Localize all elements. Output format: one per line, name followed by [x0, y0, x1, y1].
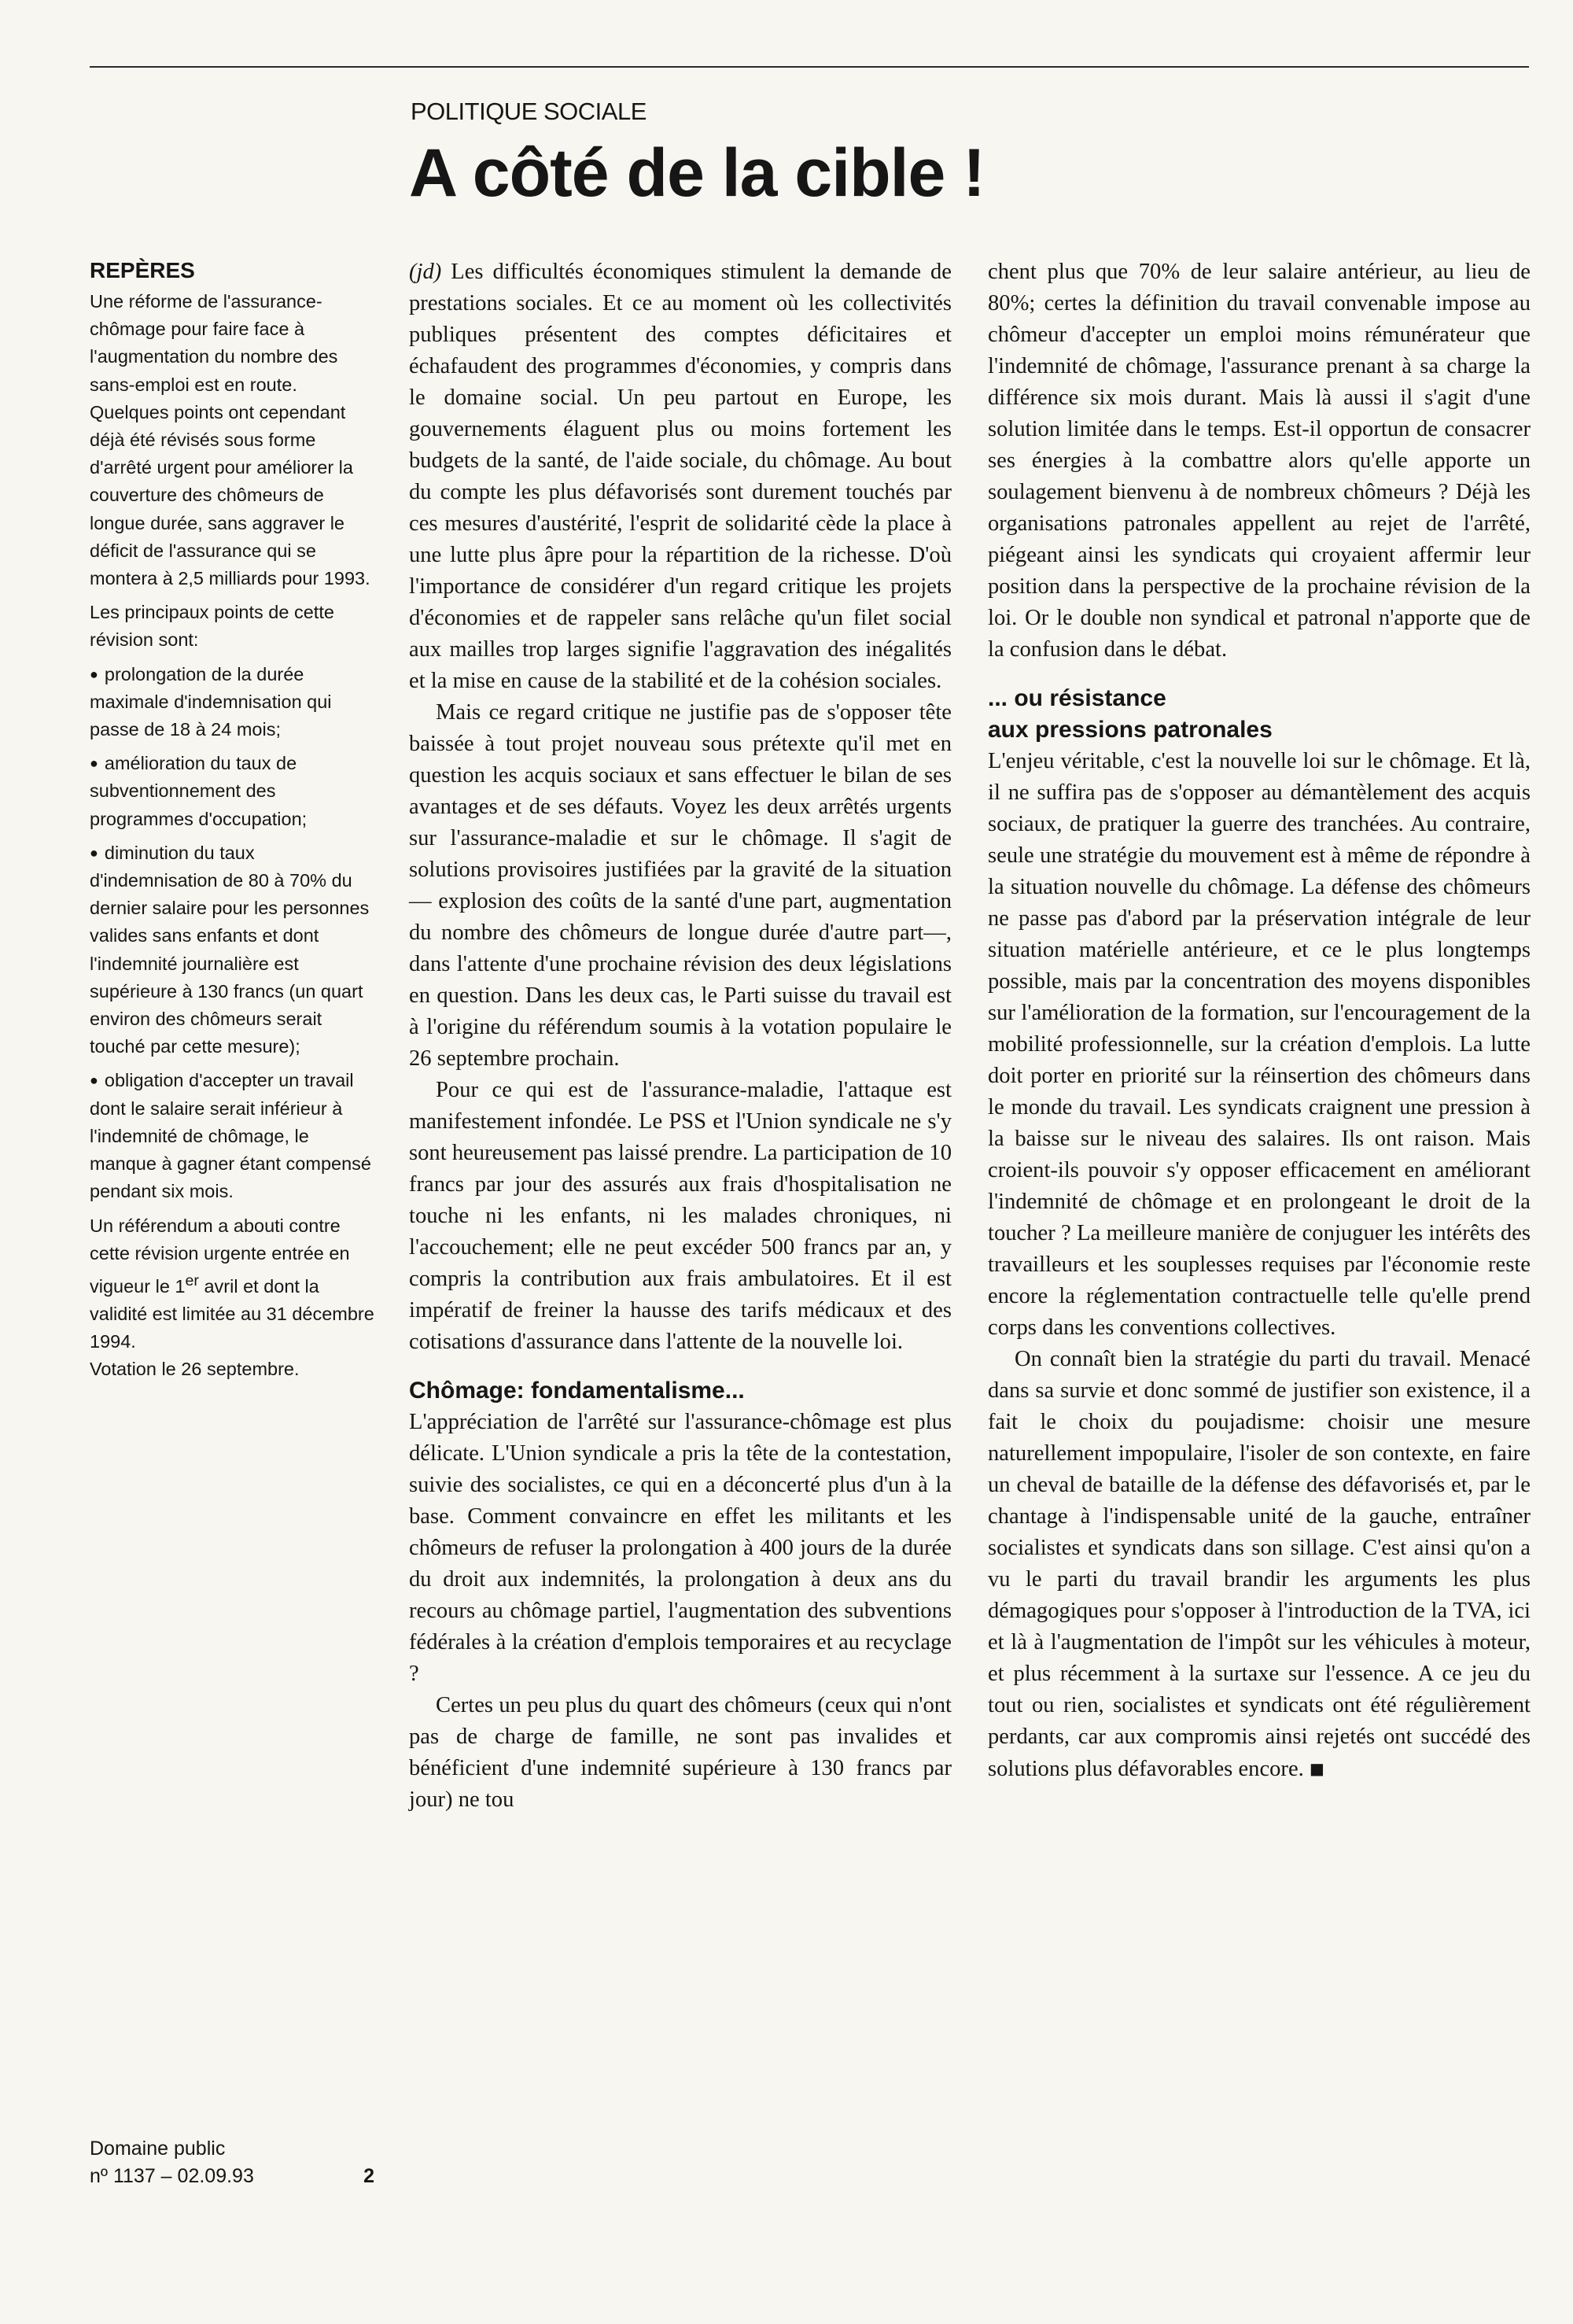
- referendum-text-b: avril et dont la validité est limitée au 31 décembre 1994.: [90, 1275, 374, 1352]
- paragraph-4: L'appréciation de l'arrêté sur l'assurance-chômage est plus délicate. L'Union syndicale a pris la tête de la contestation, suivie des socialistes, ce qui en a déconcerté plus d'un à la base. Comment convaincre en effet les militants et les chômeurs de refuser la prolongation à 400 jours de la durée du droit aux indemnités, la prolongation à deux ans du recours au chômage partiel, l'augmentation des subventions fédérales à la création d'emplois temporaires et au recyclage ?: [409, 1410, 952, 1686]
- page-number: 2: [363, 2165, 374, 2187]
- paragraph-7: [988, 1344, 1531, 1785]
- sidebar-heading: REPÈRES: [90, 258, 195, 282]
- top-rule: [90, 66, 1529, 68]
- list-item: ● amélioration du taux de subventionnement des programmes d'occupation;: [90, 750, 374, 833]
- list-item: ● prolongation de la durée maximale d'indemnisation qui passe de 18 à 24 mois;: [90, 661, 374, 744]
- sidebar-points-intro: Les principaux points de cette révision sont:: [90, 602, 334, 651]
- paragraph-1: [409, 256, 952, 697]
- section-kicker: POLITIQUE SOCIALE: [411, 98, 647, 125]
- subheading-chomage: Chômage: fondamentalisme...: [409, 1378, 745, 1404]
- paragraph-7-text: On connaît bien la stratégie du parti du travail. Menacé dans sa survie et donc sommé de justifier son existence, il a fait le choix du poujadisme: choisir une mesure naturellement impopulaire, l'isoler de son contexte, en faire un cheval de bataille de la défense des défavorisés et, par le chantage à l'indispensable unité de la gauche, entraîner socialistes et syndicats dans son sillage. C'est ainsi qu'on a vu le parti du travail brandir les arguments les plus démagogiques pour s'opposer à l'introduction de la TVA, ici et là à l'augmentation de l'impôt sur les véhicules à moteur, et plus récemment à la surtaxe sur l'essence. A ce jeu du tout ou rien, socialistes et syndicats ont été régulièrement perdants, car aux compromis ainsi rejetés ont succédé des solutions plus défavorables encore.: [988, 1347, 1531, 1781]
- paragraph-6: L'enjeu véritable, c'est la nouvelle loi sur le chômage. Et là, il ne suffira pas de s'opposer au démantèlement des acquis sociaux, de pratiquer la guerre des tranchées. Au contraire, seule une stratégie du mouvement est à même de répondre à la situation nouvelle du chômage. La défense des chômeurs ne passe pas d'abord par la préservation intégrale de leur situation matérielle antérieure, et ce le plus longtemps possible, mais par la concentration des moyens disponibles sur l'amélioration de la formation, sur l'encouragement de la mobilité professionnelle, sur la création d'emplois. La lutte doit porter en priorité sur la réinsertion des chômeurs dans le monde du travail. Les syndicats craignent une pression à la baisse sur le niveau des salaires. Ils ont raison. Mais croient-ils pouvoir s'y opposer efficacement en améliorant l'indemnité de chômage et en prolongeant le droit de la toucher ? La meilleure manière de conjuguer les intérêts des travailleurs et les souplesses requises par l'économie reste encore la réglementation contractuelle telle qu'elle prend corps dans les conventions collectives.: [988, 749, 1531, 1340]
- author-initials: (jd): [409, 260, 442, 284]
- vote-date: Votation le 26 septembre.: [90, 1359, 300, 1380]
- referendum-text-a: Un référendum a abouti contre cette révision urgente entrée en vigueur le 1: [90, 1215, 350, 1297]
- paragraph-1-text: Les difficultés économiques stimulent la demande de prestations sociales. Et ce au moment où les collectivités publiques présentent des comptes déficitaires et échafaudent des programmes d'économies, y compris dans le domaine social. Un peu partout en Europe, les gouvernements élaguent plus ou moins fortement les budgets de la santé, de l'aide sociale, du chômage. Au bout du compte les plus défavorisés sont durement touchés par ces mesures d'austérité, l'esprit de solidarité cède la place à une lutte plus âpre pour la répartition de la richesse. D'où l'importance de considérer d'un regard critique les projets d'économies et de rappeler sans relâche qu'un filet social aux mailles trop larges signifie l'aggravation des inégalités et la mise en cause de la stabilité et de la cohésion sociales.: [409, 260, 952, 693]
- reperes-sidebar: [90, 256, 374, 1390]
- list-item: ● obligation d'accepter un travail dont le salaire serait inférieur à l'indemnité de chômage, le manque à gagner étant compensé pendant six mois.: [90, 1067, 374, 1205]
- subheading-resistance-line-2: aux pressions patronales: [988, 717, 1273, 743]
- subheading-resistance: [988, 683, 1531, 746]
- article-column-2: [988, 256, 1531, 1785]
- paragraph-5: Certes un peu plus du quart des chômeurs (ceux qui n'ont pas de charge de famille, ne sont pas invalides et bénéficient d'une indemnité supérieure à 130 francs par jour) ne tou: [409, 1693, 952, 1812]
- subheading-resistance-line-1: ... ou résistance: [988, 685, 1166, 711]
- list-item: ● diminution du taux d'indemnisation de 80 à 70% du dernier salaire pour les personnes valides sans enfants et dont l'indemnité journalière est supérieure à 130 francs (un quart environ des chômeurs serait touché par cette mesure);: [90, 839, 374, 1061]
- publication-name: Domaine public: [90, 2138, 226, 2160]
- article-title: A côté de la cible !: [409, 135, 985, 211]
- referendum-superscript: er: [185, 1271, 199, 1289]
- article-column-1: [409, 256, 952, 1816]
- sidebar-points-list: [90, 661, 374, 1206]
- end-of-article-mark: ■: [1309, 1759, 1324, 1778]
- paragraph-5-continued: chent plus que 70% de leur salaire antérieur, au lieu de 80%; certes la définition du travail convenable impose au chômeur d'accepter un emploi moins rémunérateur que l'indemnité de chômage, l'assurance prenant à sa charge la différence six mois durant. Mais là aussi il s'agit d'une solution limitée dans le temps. Est-il opportun de consacrer ses énergies à la combattre alors qu'elle apporte un soulagement bienvenu à de nombreux chômeurs ? Déjà les organisations patronales appellent au rejet de l'arrêté, piégeant ainsi les syndicats qui croyaient affermir leur position dans la perspective de la prochaine révision de la loi. Or le double non syndical et patronal n'apporte que de la confusion dans le débat.: [988, 260, 1531, 662]
- issue-number: nº 1137 – 02.09.93: [90, 2165, 254, 2187]
- paragraph-2: Mais ce regard critique ne justifie pas de s'opposer tête baissée à tout projet nouveau sous prétexte qu'il met en question les acquis sociaux et sans effectuer le bilan de ses avantages et de ses défauts. Voyez les deux arrêtés urgents sur l'assurance-maladie et sur le chômage. Il s'agit de solutions provisoires justifiées par la gravité de la situation — explosion des coûts de la santé d'une part, augmentation du nombre des chômeurs de longue durée d'autre part—, dans l'attente d'une prochaine révision des deux législations en question. Dans les deux cas, le Parti suisse du travail est à l'origine du référendum soumis à la votation populaire le 26 septembre prochain.: [409, 700, 952, 1071]
- page-footer: [90, 2135, 374, 2190]
- paragraph-3: Pour ce qui est de l'assurance-maladie, l'attaque est manifestement infondée. Le PSS et l'Union syndicale ne s'y sont heureusement pas laissé prendre. La participation de 10 francs par jour des assurés aux frais d'hospitalisation ne touche ni les enfants, ni les malades chroniques, ni l'accouchement; elle ne peut excéder 500 francs par an, y compris la contribution aux frais ambulatoires. Et il est impératif de freiner la hausse des tarifs médicaux et des cotisations d'assurance dans l'attente de la nouvelle loi.: [409, 1078, 952, 1354]
- sidebar-intro: Une réforme de l'assurance-chômage pour faire face à l'augmentation du nombre des sans-emploi est en route. Quelques points ont cependant déjà été révisés sous forme d'arrêté urgent pour améliorer la couverture des chômeurs de longue durée, sans aggraver le déficit de l'assurance qui se montera à 2,5 milliards pour 1993.: [90, 291, 370, 589]
- sidebar-referendum: [90, 1212, 374, 1384]
